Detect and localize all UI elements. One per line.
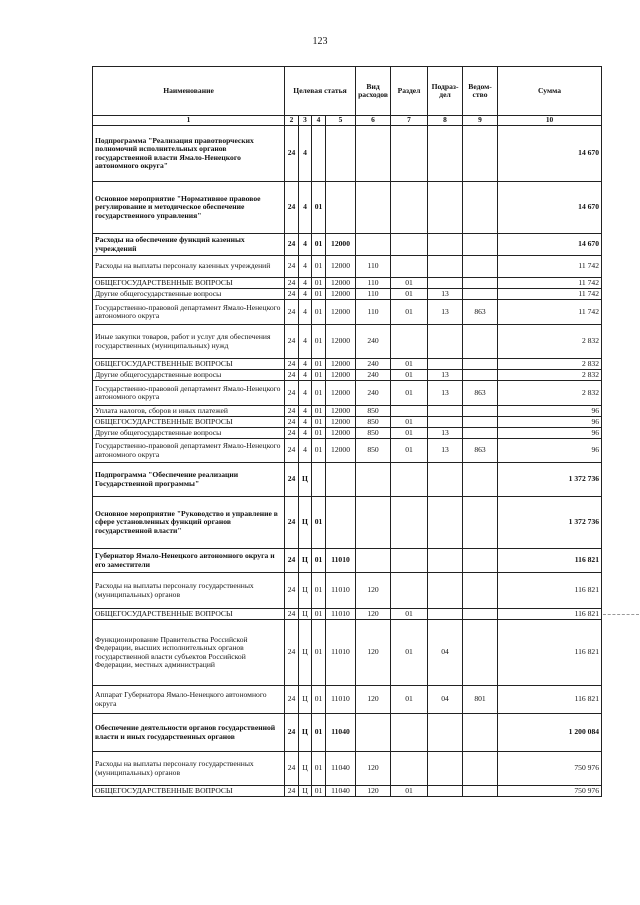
program-code: 24 (285, 359, 299, 370)
amount: 14 670 (498, 126, 602, 182)
department (463, 370, 498, 381)
program-code: 24 (285, 714, 299, 752)
section: 01 (391, 289, 428, 300)
amount: 1 372 736 (498, 497, 602, 549)
direction-code: 12000 (326, 278, 356, 289)
activity-code: 01 (312, 289, 326, 300)
expense-type (356, 126, 391, 182)
department (463, 497, 498, 549)
expense-type: 240 (356, 325, 391, 359)
program-code: 24 (285, 497, 299, 549)
table-row (93, 406, 602, 417)
department (463, 714, 498, 752)
activity-code: 01 (312, 573, 326, 609)
direction-code: 12000 (326, 439, 356, 463)
subprogram-code: 4 (299, 126, 312, 182)
expense-type: 110 (356, 300, 391, 325)
subprogram-code: 4 (299, 359, 312, 370)
table-row (93, 325, 602, 359)
section (391, 714, 428, 752)
direction-code: 11010 (326, 549, 356, 573)
activity-code: 01 (312, 278, 326, 289)
subsection: 13 (428, 289, 463, 300)
amount: 96 (498, 428, 602, 439)
subsection (428, 406, 463, 417)
row-name: ОБЩЕГОСУДАРСТВЕННЫЕ ВОПРОСЫ (93, 609, 285, 620)
header-name: Наименование (93, 67, 285, 116)
table-row (93, 549, 602, 573)
department (463, 256, 498, 278)
amount: 11 742 (498, 278, 602, 289)
subsection (428, 126, 463, 182)
row-name: Расходы на обеспечение функций казенных учреждений (93, 234, 285, 256)
program-code: 24 (285, 620, 299, 686)
department: 863 (463, 381, 498, 406)
activity-code: 01 (312, 497, 326, 549)
department (463, 406, 498, 417)
subsection: 13 (428, 300, 463, 325)
department (463, 786, 498, 797)
subprogram-code: 4 (299, 370, 312, 381)
department (463, 463, 498, 497)
department (463, 234, 498, 256)
table-row (93, 428, 602, 439)
row-name: Обеспечение деятельности органов государственной власти и иных государственных органов (93, 714, 285, 752)
direction-code: 11040 (326, 786, 356, 797)
section (391, 126, 428, 182)
program-code: 24 (285, 609, 299, 620)
section (391, 256, 428, 278)
expense-type (356, 549, 391, 573)
subprogram-code: 4 (299, 300, 312, 325)
direction-code: 11010 (326, 686, 356, 714)
expense-type (356, 234, 391, 256)
section: 01 (391, 686, 428, 714)
direction-code: 12000 (326, 370, 356, 381)
amount: 2 832 (498, 370, 602, 381)
direction-code: 12000 (326, 428, 356, 439)
subsection (428, 752, 463, 786)
row-name: ОБЩЕГОСУДАРСТВЕННЫЕ ВОПРОСЫ (93, 278, 285, 289)
row-name: Другие общегосударственные вопросы (93, 289, 285, 300)
table-row (93, 620, 602, 686)
row-name: Основное мероприятие "Нормативное правовое регулирование и методическое обеспечение государственного управления" (93, 182, 285, 234)
subsection (428, 609, 463, 620)
subprogram-code: Ц (299, 549, 312, 573)
header-expense-type: Вид расходов (356, 67, 391, 116)
expense-type: 850 (356, 417, 391, 428)
subsection (428, 359, 463, 370)
subsection (428, 786, 463, 797)
table-row (93, 417, 602, 428)
table-row (93, 573, 602, 609)
program-code: 24 (285, 752, 299, 786)
section (391, 234, 428, 256)
section: 01 (391, 359, 428, 370)
section: 01 (391, 620, 428, 686)
row-name: Уплата налогов, сборов и иных платежей (93, 406, 285, 417)
expense-type: 120 (356, 786, 391, 797)
direction-code (326, 497, 356, 549)
subsection (428, 417, 463, 428)
column-number: 10 (498, 116, 602, 126)
budget-table (92, 66, 602, 797)
amount: 2 832 (498, 381, 602, 406)
department (463, 573, 498, 609)
section: 01 (391, 609, 428, 620)
table-row (93, 278, 602, 289)
column-number: 4 (312, 116, 326, 126)
row-name: Расходы на выплаты персоналу государственных (муниципальных) органов (93, 573, 285, 609)
expense-type: 850 (356, 439, 391, 463)
section: 01 (391, 278, 428, 289)
department (463, 417, 498, 428)
direction-code (326, 126, 356, 182)
table-row (93, 497, 602, 549)
program-code: 24 (285, 417, 299, 428)
subsection (428, 182, 463, 234)
page-number: 123 (312, 36, 328, 47)
amount: 14 670 (498, 182, 602, 234)
header-subsection: Подраз-дел (428, 67, 463, 116)
row-name: Основное мероприятие "Руководство и управление в сфере установленных функций органов государственной власти" (93, 497, 285, 549)
activity-code (312, 463, 326, 497)
direction-code: 12000 (326, 359, 356, 370)
expense-type: 240 (356, 370, 391, 381)
header-amount: Сумма (498, 67, 602, 116)
subprogram-code: Ц (299, 752, 312, 786)
subsection: 13 (428, 381, 463, 406)
subsection: 13 (428, 439, 463, 463)
direction-code: 12000 (326, 300, 356, 325)
program-code: 24 (285, 234, 299, 256)
department (463, 359, 498, 370)
table-row (93, 359, 602, 370)
section (391, 573, 428, 609)
amount: 116 821 (498, 609, 602, 620)
amount: 11 742 (498, 256, 602, 278)
expense-type: 850 (356, 406, 391, 417)
subprogram-code: 4 (299, 182, 312, 234)
subsection: 04 (428, 686, 463, 714)
activity-code: 01 (312, 549, 326, 573)
column-number: 3 (299, 116, 312, 126)
program-code: 24 (285, 686, 299, 714)
program-code: 24 (285, 573, 299, 609)
amount: 96 (498, 417, 602, 428)
section: 01 (391, 381, 428, 406)
subsection (428, 549, 463, 573)
program-code: 24 (285, 406, 299, 417)
activity-code: 01 (312, 406, 326, 417)
section (391, 549, 428, 573)
subsection: 13 (428, 370, 463, 381)
activity-code: 01 (312, 439, 326, 463)
row-name: Другие общегосударственные вопросы (93, 428, 285, 439)
department (463, 428, 498, 439)
department (463, 752, 498, 786)
table-row (93, 370, 602, 381)
expense-type: 240 (356, 359, 391, 370)
amount: 116 821 (498, 686, 602, 714)
department (463, 278, 498, 289)
direction-code: 12000 (326, 289, 356, 300)
table-row (93, 234, 602, 256)
direction-code (326, 463, 356, 497)
department (463, 325, 498, 359)
expense-type (356, 182, 391, 234)
section (391, 325, 428, 359)
activity-code: 01 (312, 300, 326, 325)
row-name: Губернатор Ямало-Ненецкого автономного округа и его заместители (93, 549, 285, 573)
program-code: 24 (285, 439, 299, 463)
section (391, 182, 428, 234)
column-number: 8 (428, 116, 463, 126)
program-code: 24 (285, 182, 299, 234)
amount: 2 832 (498, 325, 602, 359)
expense-type: 120 (356, 752, 391, 786)
column-number: 9 (463, 116, 498, 126)
row-name: ОБЩЕГОСУДАРСТВЕННЫЕ ВОПРОСЫ (93, 417, 285, 428)
expense-type: 120 (356, 686, 391, 714)
subsection (428, 463, 463, 497)
subprogram-code: Ц (299, 786, 312, 797)
activity-code: 01 (312, 686, 326, 714)
subprogram-code: 4 (299, 256, 312, 278)
row-name: Подпрограмма "Реализация правотворческих полномочий исполнительных органов государственной власти Ямало-Ненецкого автономного округа" (93, 126, 285, 182)
header-department: Ведом-ство (463, 67, 498, 116)
column-number: 2 (285, 116, 299, 126)
row-name: Функционирование Правительства Российской Федерации, высших исполнительных органов государственной власти субъектов Российской Федерации, местных администраций (93, 620, 285, 686)
amount: 750 976 (498, 786, 602, 797)
program-code: 24 (285, 126, 299, 182)
activity-code (312, 126, 326, 182)
table-row (93, 786, 602, 797)
amount: 116 821 (498, 573, 602, 609)
table-body (93, 126, 602, 797)
column-number: 1 (93, 116, 285, 126)
subprogram-code: 4 (299, 289, 312, 300)
activity-code: 01 (312, 609, 326, 620)
program-code: 24 (285, 428, 299, 439)
row-name: Иные закупки товаров, работ и услуг для обеспечения государственных (муниципальных) нужд (93, 325, 285, 359)
subprogram-code: 4 (299, 428, 312, 439)
header-section: Раздел (391, 67, 428, 116)
row-name: Государственно-правовой департамент Ямало-Ненецкого автономного округа (93, 439, 285, 463)
row-name: Государственно-правовой департамент Ямало-Ненецкого автономного округа (93, 381, 285, 406)
department: 801 (463, 686, 498, 714)
table-row (93, 256, 602, 278)
amount: 1 200 084 (498, 714, 602, 752)
row-name: ОБЩЕГОСУДАРСТВЕННЫЕ ВОПРОСЫ (93, 359, 285, 370)
amount: 11 742 (498, 300, 602, 325)
activity-code: 01 (312, 714, 326, 752)
subsection (428, 234, 463, 256)
program-code: 24 (285, 786, 299, 797)
header-target: Целевая статья (285, 67, 356, 116)
section: 01 (391, 428, 428, 439)
program-code: 24 (285, 289, 299, 300)
activity-code: 01 (312, 359, 326, 370)
table-row (93, 126, 602, 182)
row-name: Государственно-правовой департамент Ямало-Ненецкого автономного округа (93, 300, 285, 325)
subprogram-code: 4 (299, 278, 312, 289)
subsection (428, 573, 463, 609)
activity-code: 01 (312, 428, 326, 439)
direction-code: 11010 (326, 620, 356, 686)
section (391, 463, 428, 497)
direction-code (326, 182, 356, 234)
subsection (428, 256, 463, 278)
section: 01 (391, 417, 428, 428)
row-name: Расходы на выплаты персоналу казенных учреждений (93, 256, 285, 278)
subsection: 04 (428, 620, 463, 686)
expense-type: 110 (356, 256, 391, 278)
row-name: Аппарат Губернатора Ямало-Ненецкого автономного округа (93, 686, 285, 714)
column-number: 6 (356, 116, 391, 126)
amount: 116 821 (498, 549, 602, 573)
table-row (93, 752, 602, 786)
section: 01 (391, 300, 428, 325)
activity-code: 01 (312, 256, 326, 278)
amount: 96 (498, 439, 602, 463)
subprogram-code: 4 (299, 234, 312, 256)
direction-code: 12000 (326, 406, 356, 417)
activity-code: 01 (312, 786, 326, 797)
department (463, 182, 498, 234)
row-name: Расходы на выплаты персоналу государственных (муниципальных) органов (93, 752, 285, 786)
program-code: 24 (285, 381, 299, 406)
direction-code: 11010 (326, 609, 356, 620)
direction-code: 12000 (326, 234, 356, 256)
table-row (93, 439, 602, 463)
expense-type: 120 (356, 609, 391, 620)
table-row (93, 300, 602, 325)
department (463, 620, 498, 686)
subprogram-code: Ц (299, 609, 312, 620)
direction-code: 12000 (326, 325, 356, 359)
subsection (428, 714, 463, 752)
direction-code: 11010 (326, 573, 356, 609)
subsection (428, 325, 463, 359)
section (391, 752, 428, 786)
section: 01 (391, 370, 428, 381)
subsection (428, 497, 463, 549)
section: 01 (391, 786, 428, 797)
program-code: 24 (285, 300, 299, 325)
activity-code: 01 (312, 182, 326, 234)
table-row (93, 381, 602, 406)
subprogram-code: 4 (299, 417, 312, 428)
expense-type: 110 (356, 289, 391, 300)
table-row (93, 686, 602, 714)
table-row (93, 714, 602, 752)
activity-code: 01 (312, 752, 326, 786)
row-name: Другие общегосударственные вопросы (93, 370, 285, 381)
expense-type (356, 463, 391, 497)
direction-code: 12000 (326, 256, 356, 278)
program-code: 24 (285, 278, 299, 289)
department (463, 549, 498, 573)
subprogram-code: Ц (299, 620, 312, 686)
amount: 1 372 736 (498, 463, 602, 497)
subprogram-code: Ц (299, 497, 312, 549)
direction-code: 11040 (326, 752, 356, 786)
expense-type: 120 (356, 573, 391, 609)
amount: 96 (498, 406, 602, 417)
amount: 116 821 (498, 620, 602, 686)
table-row (93, 289, 602, 300)
activity-code: 01 (312, 620, 326, 686)
subprogram-code: Ц (299, 463, 312, 497)
department: 863 (463, 439, 498, 463)
program-code: 24 (285, 256, 299, 278)
subprogram-code: 4 (299, 406, 312, 417)
subprogram-code: 4 (299, 439, 312, 463)
activity-code: 01 (312, 417, 326, 428)
direction-code: 11040 (326, 714, 356, 752)
column-number: 7 (391, 116, 428, 126)
subprogram-code: Ц (299, 686, 312, 714)
program-code: 24 (285, 370, 299, 381)
expense-type: 120 (356, 620, 391, 686)
expense-type (356, 714, 391, 752)
expense-type (356, 497, 391, 549)
section: 01 (391, 439, 428, 463)
program-code: 24 (285, 325, 299, 359)
direction-code: 12000 (326, 417, 356, 428)
expense-type: 110 (356, 278, 391, 289)
department (463, 126, 498, 182)
amount: 14 670 (498, 234, 602, 256)
program-code: 24 (285, 463, 299, 497)
activity-code: 01 (312, 325, 326, 359)
table-row (93, 609, 602, 620)
expense-type: 240 (356, 381, 391, 406)
section (391, 497, 428, 549)
scan-artifact-line (603, 614, 639, 615)
department (463, 289, 498, 300)
row-name: ОБЩЕГОСУДАРСТВЕННЫЕ ВОПРОСЫ (93, 786, 285, 797)
subprogram-code: 4 (299, 381, 312, 406)
subprogram-code: Ц (299, 573, 312, 609)
expense-type: 850 (356, 428, 391, 439)
table-row (93, 463, 602, 497)
subsection (428, 278, 463, 289)
direction-code: 12000 (326, 381, 356, 406)
program-code: 24 (285, 549, 299, 573)
table-header-row (93, 67, 602, 116)
activity-code: 01 (312, 370, 326, 381)
row-name: Подпрограмма "Обеспечение реализации Государственной программы" (93, 463, 285, 497)
column-number-row (93, 116, 602, 126)
amount: 750 976 (498, 752, 602, 786)
subprogram-code: 4 (299, 325, 312, 359)
column-number: 5 (326, 116, 356, 126)
activity-code: 01 (312, 234, 326, 256)
table-row (93, 182, 602, 234)
subsection: 13 (428, 428, 463, 439)
department (463, 609, 498, 620)
activity-code: 01 (312, 381, 326, 406)
department: 863 (463, 300, 498, 325)
amount: 11 742 (498, 289, 602, 300)
section (391, 406, 428, 417)
subprogram-code: Ц (299, 714, 312, 752)
amount: 2 832 (498, 359, 602, 370)
